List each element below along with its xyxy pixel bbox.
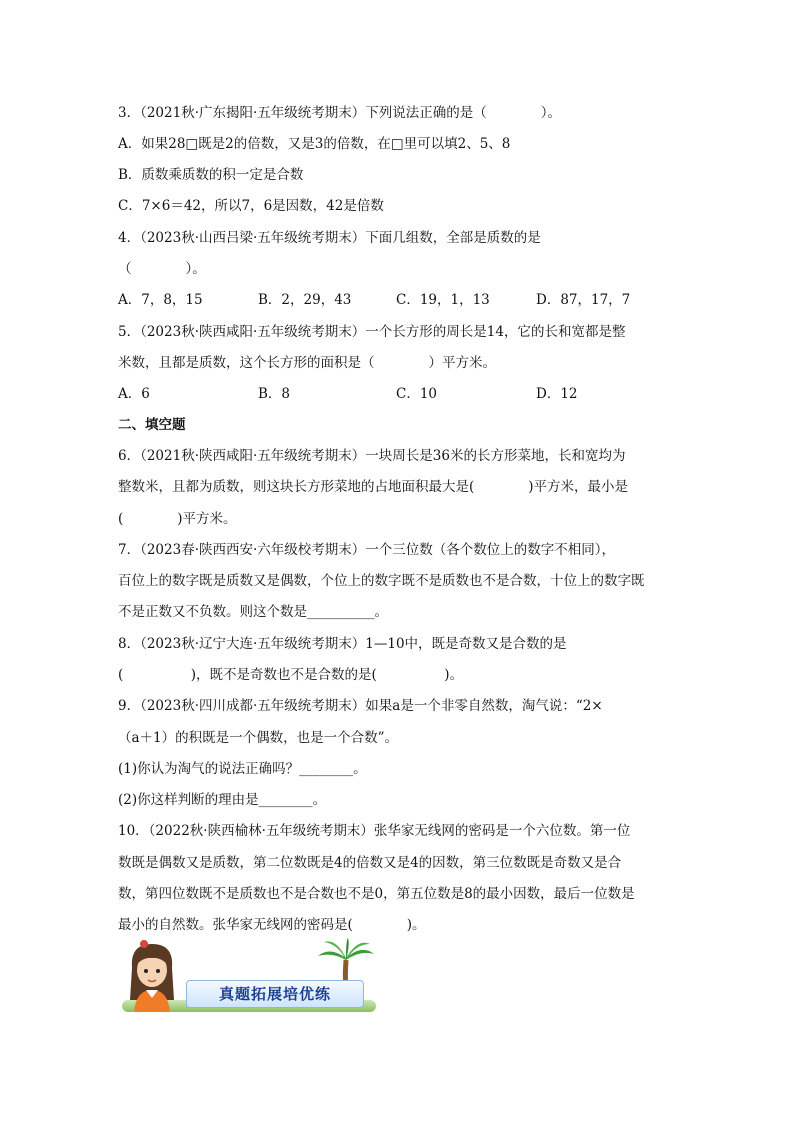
q6-line-1: 6．（2021秋·陕西咸阳·五年级统考期末）一块周长是36米的长方形菜地，长和宽均为 <box>118 448 626 464</box>
q8-line-2: ( )，既不是奇数也不是合数的是( )。 <box>118 667 464 683</box>
q5-stem: 5．（2023秋·陕西咸阳·五年级统考期末）一个长方形的周长是14，它的长和宽都是整 <box>118 324 626 340</box>
q10-line-1: 10．（2022秋·陕西榆林·五年级统考期末）张华家无线网的密码是一个六位数。第一位 <box>118 823 631 839</box>
q8-line-1: 8．（2023秋·辽宁大连·五年级统考期末）1—10中，既是奇数又是合数的是 <box>118 636 567 652</box>
q4-stem: 4．（2023秋·山西吕梁·五年级统考期末）下面几组数，全部是质数的是 <box>118 230 541 246</box>
q4-option-a: A．7，8，15 <box>118 292 203 308</box>
q7-line-2: 百位上的数字既是质数又是偶数，个位上的数字既不是质数也不是合数，十位上的数字既 <box>118 573 645 589</box>
q4-option-b: B．2，29，43 <box>258 292 352 308</box>
q10-line-2: 数既是偶数又是质数，第二位数既是4的倍数又是4的因数，第三位数既是奇数又是合 <box>118 855 622 871</box>
q10-line-4: 最小的自然数。张华家无线网的密码是( )。 <box>118 917 426 933</box>
q4-option-c: C．19，1，13 <box>396 292 490 308</box>
q6-line-2: 整数米，且都为质数，则这块长方形菜地的占地面积最大是( )平方米，最小是 <box>118 479 629 495</box>
q7-line-3: 不是正数又不负数。则这个数是__________。 <box>118 604 388 620</box>
q5-option-a: A．6 <box>118 386 150 402</box>
q5-stem-cont: 米数，且都是质数，这个长方形的面积是（ ）平方米。 <box>118 355 496 371</box>
q3-option-c: C．7×6＝42，所以7，6是因数，42是倍数 <box>118 198 384 214</box>
section-title: 二、填空题 <box>118 417 186 433</box>
q10-line-3: 数，第四位数既不是质数也不是合数也不是0，第五位数是8的最小因数，最后一位数是 <box>118 886 635 902</box>
q4-option-d: D．87，17，7 <box>536 292 631 308</box>
q5-option-b: B．8 <box>258 386 291 402</box>
q7-line-1: 7．（2023春·陕西西安·六年级校考期末）一个三位数（各个数位上的数字不相同）， <box>118 542 616 558</box>
q9-line-2: （a＋1）的积既是一个偶数，也是一个合数”。 <box>118 730 399 746</box>
q5-option-c: C．10 <box>396 386 438 402</box>
section-banner <box>120 938 376 1014</box>
q9-sub-2: (2)你这样判断的理由是________。 <box>118 792 327 808</box>
q3-option-a: A．如果28□既是2的倍数，又是3的倍数，在□里可以填2、5、8 <box>118 136 511 152</box>
q9-sub-1: (1)你认为淘气的说法正确吗？________。 <box>118 761 367 777</box>
q6-line-3: ( )平方米。 <box>118 511 237 527</box>
q3-stem: 3．（2021秋·广东揭阳·五年级统考期末）下列说法正确的是（ ）。 <box>118 105 562 121</box>
banner-title: 真题拓展培优练 <box>186 980 364 1008</box>
q3-option-b: B．质数乘质数的积一定是合数 <box>118 167 304 183</box>
q9-line-1: 9．（2023秋·四川成都·五年级统考期末）如果a是一个非零自然数，淘气说：“2× <box>118 698 603 714</box>
q4-stem-cont: （ ）。 <box>118 261 206 277</box>
q5-option-d: D．12 <box>536 386 578 402</box>
